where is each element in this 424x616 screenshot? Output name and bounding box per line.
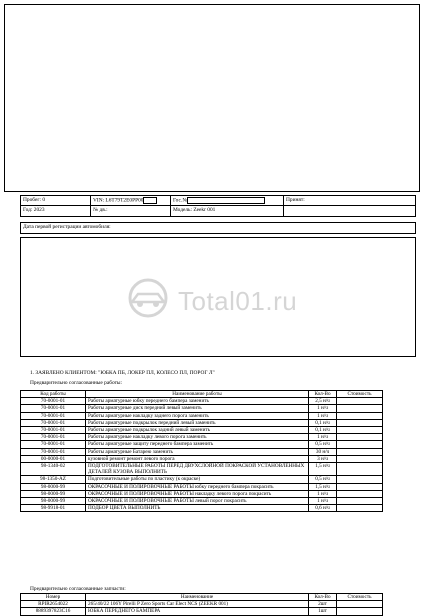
divider	[170, 195, 171, 217]
table-row	[21, 448, 383, 455]
col-header-qty: Кол-Во	[309, 594, 337, 601]
table-row	[21, 498, 383, 505]
table-row	[21, 419, 383, 426]
plate	[173, 197, 265, 205]
cell-name: Работы арматурные защиту переднего бампера заменить	[86, 441, 309, 448]
cell-code: 70-0001-01	[21, 441, 86, 448]
cell-code: 70-0001-01	[21, 427, 86, 434]
cell-cost	[337, 476, 383, 483]
cell-name: ОКРАСОЧНЫЕ И ПОЛИРОВОЧНЫЕ РАБОТЫ накладку левого порога покрасить	[86, 490, 309, 497]
cell-cost	[337, 427, 383, 434]
watermark-text: Total01.ru	[178, 286, 298, 316]
cell-code: 98-0000-99	[21, 498, 86, 505]
table-row	[21, 405, 383, 412]
watermark	[120, 278, 310, 328]
table-row	[21, 412, 383, 419]
table-row	[21, 601, 383, 608]
cell-code: 98-1340-02	[21, 463, 86, 476]
cell-code: 00-0000-01	[21, 455, 86, 462]
cell-cost	[337, 455, 383, 462]
vin-text: VIN: L6T79T2E0PP00	[93, 197, 144, 204]
cell-qty: 0,1 н/ч	[309, 427, 337, 434]
table-row	[21, 427, 383, 434]
cell-qty: 1 н/ч	[309, 405, 337, 412]
year: Год: 2023	[23, 207, 45, 213]
table-row	[21, 476, 383, 483]
cell-cost	[337, 398, 383, 405]
cell-code: 70-0001-01	[21, 412, 86, 419]
table-row	[21, 483, 383, 490]
cell-cost	[337, 448, 383, 455]
col-header-number: Номер	[21, 594, 86, 601]
client-complaint: 1. ЗАЯВЛЕНО КЛИЕНТОМ: "ЮБКА ПБ, ЛОКЕР ПЛ, КОЛЕСО ПЛ, ПОРОГ Л"	[30, 370, 215, 376]
cell-name: ОКРАСОЧНЫЕ И ПОЛИРОВОЧНЫЕ РАБОТЫ юбку переднего бампера покрасить	[86, 483, 309, 490]
cell-qty: 1,5 н/ч	[309, 463, 337, 476]
cell-qty: 1 н/ч	[309, 412, 337, 419]
plate-text: Гос.№	[173, 197, 188, 204]
cell-cost	[337, 601, 383, 608]
cell-cost	[337, 483, 383, 490]
cell-name: 265/40/22 106Y Pirelli P Zero Sports Car Elect NCS (ZEEKR 001)	[86, 601, 309, 608]
col-header-name: Наименование работы	[86, 391, 309, 398]
cell-name: Работы арматурные подкрылок задний левый заменить	[86, 427, 309, 434]
cell-name: Работы арматурные подкрылок передний левый заменить	[86, 419, 309, 426]
vin	[93, 197, 157, 205]
cell-code: 98-0000-99	[21, 490, 86, 497]
table-row	[21, 441, 383, 448]
cell-qty: 0,5 н/ч	[309, 476, 337, 483]
cell-name: ОКРАСОЧНЫЕ И ПОЛИРОВОЧНЫЕ РАБОТЫ левый порог покрасить	[86, 498, 309, 505]
cell-cost	[337, 498, 383, 505]
redacted-box	[143, 197, 157, 204]
cell-qty: 0,5 н/ч	[309, 441, 337, 448]
cell-code: 70-0001-01	[21, 398, 86, 405]
cell-code: 70-0001-01	[21, 405, 86, 412]
cell-name: Работы арматурные диск передний левый заменить	[86, 405, 309, 412]
cell-cost	[337, 490, 383, 497]
cell-name: Работы арматурные юбку переднего бампера заменить	[86, 398, 309, 405]
table-row	[21, 463, 383, 476]
mileage: Пробег: 0	[23, 197, 46, 203]
cell-cost	[337, 405, 383, 412]
table-header-row	[21, 391, 383, 398]
parts-title: Предварительно согласованные запчасти:	[30, 586, 126, 592]
cell-name: ПОДБОР ЦВЕТА ВЫПОЛНИТЬ	[86, 505, 309, 512]
cell-qty: 1,5 н/ч	[309, 483, 337, 490]
cell-cost	[337, 441, 383, 448]
cell-name: Подготовительные работы по пластику (к окраске)	[86, 476, 309, 483]
cell-code: 98-0000-99	[21, 483, 86, 490]
cell-code: 98-9918-01	[21, 505, 86, 512]
table-row	[21, 398, 383, 405]
cell-cost	[337, 419, 383, 426]
engine-number: № дв.:	[93, 207, 108, 213]
cell-qty: 0,6 н/ч	[309, 505, 337, 512]
divider	[20, 205, 416, 206]
redacted-box	[187, 197, 265, 204]
cell-qty: 2,5 н/ч	[309, 398, 337, 405]
cell-code: 98-1350-AZ	[21, 476, 86, 483]
cell-cost	[337, 463, 383, 476]
cell-cost	[337, 412, 383, 419]
cell-qty: 3 н/ч	[309, 455, 337, 462]
cell-code: 70-0001-01	[21, 448, 86, 455]
accepted: Принят:	[286, 197, 305, 203]
cell-name: ЮБКА ПЕРЕДНЕГО БАМПЕРА	[86, 608, 309, 615]
cell-name: Работы арматурные накладку левого порога заменить	[86, 434, 309, 441]
cell-qty: 1шт	[309, 608, 337, 615]
table-row	[21, 434, 383, 441]
cell-qty: 0,1 н/ч	[309, 419, 337, 426]
cell-name: Работы арматурные накладку заднего порога заменить	[86, 412, 309, 419]
table-row	[21, 490, 383, 497]
cell-qty: 1 н/ч	[309, 498, 337, 505]
cell-qty: 1 н/ч	[309, 490, 337, 497]
col-header-cost: Стоимость	[337, 594, 383, 601]
divider	[283, 195, 284, 217]
divider	[90, 195, 91, 217]
col-header-qty: Кол-Во	[309, 391, 337, 398]
cell-name: кузовной ремонт ремонт левого порога	[86, 455, 309, 462]
table-row	[21, 608, 383, 615]
cell-code: 70-0001-01	[21, 419, 86, 426]
first-registration: Дата первой регистрации автомобиля:	[23, 224, 111, 230]
cell-code: 8889397823C16	[21, 608, 86, 615]
cell-qty: 30 н/ч	[309, 448, 337, 455]
blank-header-area	[4, 4, 420, 192]
cell-cost	[337, 608, 383, 615]
cell-qty: 2шт	[309, 601, 337, 608]
cell-cost	[337, 505, 383, 512]
col-header-name: Наименование	[86, 594, 309, 601]
cell-code: 70-0001-01	[21, 434, 86, 441]
cell-name: Работы арматурные Батарею заменить	[86, 448, 309, 455]
parts-table	[20, 593, 383, 616]
table-row	[21, 455, 383, 462]
works-table	[20, 390, 383, 512]
cell-code: RPIR2654022	[21, 601, 86, 608]
works-title: Предварительно согласованные работы:	[30, 380, 123, 386]
col-header-cost: Стоимость	[337, 391, 383, 398]
car-logo-icon	[120, 278, 176, 318]
cell-name: ПОДГОТОВИТЕЛЬНЫЕ РАБОТЫ ПЕРЕД ДВУХСЛОЙНОЙ ПОКРАСКОЙ УСТАНОВЛЕННЫХ ДЕТАЛЕЙ КУЗОВА ВЫПОЛНИТЬ	[86, 463, 309, 476]
cell-qty: 1 н/ч	[309, 434, 337, 441]
model: Модель: Zeekr 001	[173, 207, 216, 213]
col-header-code: Код работы	[21, 391, 86, 398]
cell-cost	[337, 434, 383, 441]
table-row	[21, 505, 383, 512]
